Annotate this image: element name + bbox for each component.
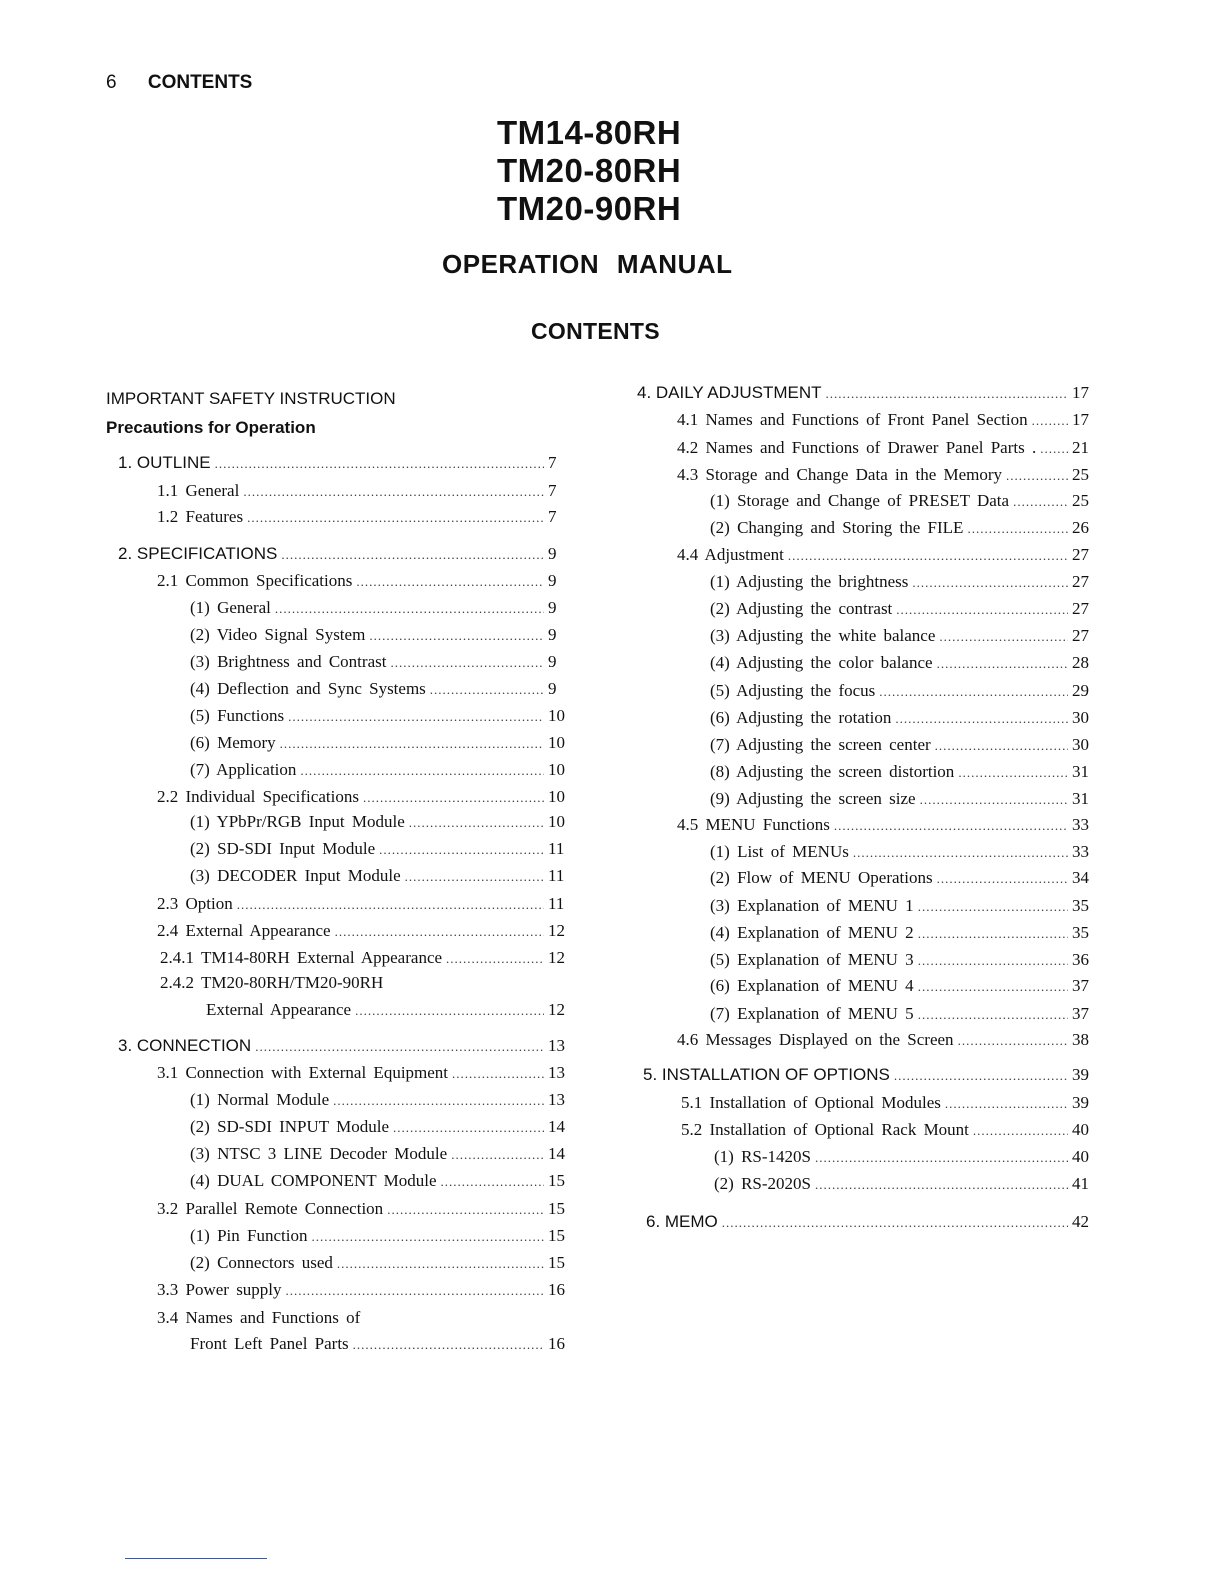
toc-entry[interactable] — [190, 679, 572, 699]
toc-entry-title: (1) Pin Function — [190, 1226, 308, 1245]
toc-entry-title: (8) Adjusting the screen distortion — [710, 762, 955, 781]
toc-entry-title: 4.2 Names and Functions of Drawer Panel Parts . — [677, 438, 1037, 457]
dot-leader — [815, 1150, 1068, 1166]
toc-entry-title: (5) Functions — [190, 706, 285, 725]
toc-entry[interactable] — [677, 1030, 1096, 1050]
toc-entry-title: (5) Explanation of MENU 3 — [710, 950, 914, 969]
toc-entry[interactable] — [710, 842, 1096, 862]
toc-entry-title: 2.4.1 TM14-80RH External Appearance — [160, 948, 443, 967]
dot-leader — [918, 979, 1068, 995]
toc-entry-title: 1.1 General — [157, 481, 240, 500]
dot-leader — [973, 1123, 1068, 1139]
toc-entry[interactable] — [157, 1199, 572, 1219]
header-label: CONTENTS — [147, 72, 253, 93]
safety-instruction-heading: IMPORTANT SAFETY INSTRUCTION — [106, 389, 396, 408]
dot-leader — [390, 655, 544, 671]
toc-entry-title: (6) Explanation of MENU 4 — [710, 976, 914, 995]
toc-entry-page: 41 — [1072, 1174, 1089, 1193]
toc-entry[interactable] — [190, 839, 572, 859]
toc-entry[interactable] — [157, 1308, 572, 1328]
dot-leader — [353, 1337, 544, 1353]
toc-entry-title: Front Left Panel Parts — [190, 1334, 349, 1353]
toc-entry[interactable] — [190, 760, 572, 780]
dot-leader — [939, 629, 1068, 645]
toc-entry-page: 9 — [548, 652, 557, 671]
toc-entry[interactable] — [190, 598, 572, 618]
dot-leader — [393, 1120, 544, 1136]
toc-entry[interactable] — [157, 571, 572, 591]
dot-leader — [1032, 413, 1068, 429]
toc-entry[interactable] — [710, 896, 1096, 916]
toc-entry-page: 13 — [548, 1063, 565, 1082]
toc-entry[interactable] — [677, 545, 1096, 565]
toc-entry[interactable] — [157, 507, 572, 527]
toc-entry[interactable] — [710, 762, 1096, 782]
toc-entry-page: 37 — [1072, 1004, 1089, 1023]
toc-entry[interactable] — [190, 812, 572, 832]
toc-entry-page: 33 — [1072, 842, 1089, 861]
dot-leader — [286, 1283, 544, 1299]
dot-leader — [451, 1147, 544, 1163]
toc-entry-title: 2.2 Individual Specifications — [157, 787, 359, 806]
toc-entry-title: (1) RS-1420S — [714, 1147, 811, 1166]
toc-entry[interactable] — [157, 787, 572, 807]
toc-entry-page: 15 — [548, 1226, 565, 1245]
toc-entry-page: 35 — [1072, 896, 1089, 915]
toc-entry-page: 34 — [1072, 868, 1089, 887]
dot-leader — [441, 1174, 544, 1190]
toc-entry[interactable] — [157, 481, 572, 501]
model-titles — [497, 114, 681, 228]
model-title: TM20-80RH — [497, 152, 682, 189]
toc-entry-page: 15 — [548, 1253, 565, 1272]
toc-entry-title: (4) Deflection and Sync Systems — [190, 679, 426, 698]
toc-entry-title: External Appearance — [206, 1000, 352, 1019]
toc-entry-page: 39 — [1072, 1065, 1089, 1084]
toc-entry-page: 25 — [1072, 465, 1089, 484]
toc-entry-title: 4.5 MENU Functions — [677, 815, 830, 834]
dot-leader — [826, 386, 1068, 402]
toc-entry[interactable] — [157, 894, 572, 914]
toc-entry[interactable] — [190, 652, 572, 672]
toc-entry-page: 27 — [1072, 599, 1089, 618]
toc-entry[interactable] — [710, 976, 1096, 996]
toc-entry-title: 4.6 Messages Displayed on the Screen — [677, 1030, 954, 1049]
dot-leader — [275, 601, 544, 617]
toc-entry-title: (2) Changing and Storing the FILE — [710, 518, 964, 537]
dot-leader — [918, 899, 1068, 915]
toc-entry-page: 36 — [1072, 950, 1089, 969]
toc-entry-title: (4) Adjusting the color balance — [710, 653, 933, 672]
toc-entry-page: 40 — [1072, 1147, 1089, 1166]
toc-entry-page: 27 — [1072, 572, 1089, 591]
toc-entry-page: 27 — [1072, 545, 1089, 564]
dot-leader — [879, 684, 1068, 700]
toc-entry[interactable] — [118, 1036, 572, 1056]
toc-entry-title: (4) Explanation of MENU 2 — [710, 923, 914, 942]
dot-leader — [405, 869, 544, 885]
toc-entry-title: (2) Video Signal System — [190, 625, 366, 644]
toc-entry-title: 5.2 Installation of Optional Rack Mount — [681, 1120, 969, 1139]
toc-entry-title: (1) YPbPr/RGB Input Module — [190, 812, 405, 831]
dot-leader — [967, 521, 1068, 537]
toc-entry-title: (2) Connectors used — [190, 1253, 333, 1272]
toc-entry[interactable] — [710, 923, 1096, 943]
toc-entry-page: 42 — [1072, 1212, 1089, 1231]
toc-entry[interactable] — [681, 1120, 1096, 1140]
toc-entry-page: 33 — [1072, 815, 1089, 834]
toc-entry[interactable] — [710, 789, 1096, 809]
toc-entry-page: 9 — [548, 571, 557, 590]
toc-entry[interactable] — [190, 866, 572, 886]
dot-leader — [237, 897, 544, 913]
toc-entry-page: 9 — [548, 625, 557, 644]
dot-leader — [788, 548, 1068, 564]
toc-entry-title: (1) List of MENUs — [710, 842, 849, 861]
model-title: TM14-80RH — [497, 114, 682, 151]
dot-leader — [1040, 441, 1068, 457]
dot-leader — [255, 1039, 544, 1055]
toc-entry-page: 31 — [1072, 762, 1089, 781]
toc-entry[interactable] — [118, 544, 572, 564]
toc-entry-page: 31 — [1072, 789, 1089, 808]
toc-entry-title: (3) DECODER Input Module — [190, 866, 401, 885]
toc-entry-page: 38 — [1072, 1030, 1089, 1049]
toc-entry-page: 15 — [548, 1199, 565, 1218]
toc-entry-title: 1. OUTLINE — [118, 453, 211, 472]
toc-entry-page: 14 — [548, 1117, 565, 1136]
toc-entry-page: 21 — [1072, 438, 1089, 457]
toc-entry-page: 25 — [1072, 491, 1089, 510]
toc-entry[interactable] — [710, 599, 1096, 619]
toc-entry[interactable] — [160, 973, 572, 993]
toc-entry-page: 17 — [1072, 410, 1089, 429]
dot-leader — [288, 709, 544, 725]
dot-leader — [300, 763, 544, 779]
dot-leader — [215, 456, 544, 472]
dot-leader — [387, 1202, 544, 1218]
toc-entry[interactable] — [710, 653, 1096, 673]
toc-entry-page: 13 — [548, 1090, 565, 1109]
dot-leader — [945, 1096, 1068, 1112]
page-header — [106, 72, 252, 94]
toc-entry[interactable] — [710, 1004, 1096, 1024]
toc-entry-title: (2) RS-2020S — [714, 1174, 811, 1193]
toc-entry[interactable] — [637, 383, 1096, 403]
toc-entry[interactable] — [190, 1090, 572, 1110]
dot-leader — [935, 738, 1068, 754]
toc-entry-title: (3) NTSC 3 LINE Decoder Module — [190, 1144, 448, 1163]
model-title: TM20-90RH — [497, 190, 682, 227]
toc-entry-page: 12 — [548, 921, 565, 940]
toc-entry[interactable] — [190, 1171, 572, 1191]
toc-entry-page: 35 — [1072, 923, 1089, 942]
toc-entry-page: 14 — [548, 1144, 565, 1163]
dot-leader — [896, 602, 1068, 618]
toc-entry-title: 3.1 Connection with External Equipment — [157, 1063, 449, 1082]
toc-entry-page: 39 — [1072, 1093, 1089, 1112]
toc-entry-page: 40 — [1072, 1120, 1089, 1139]
dot-leader — [918, 1007, 1068, 1023]
toc-entry-title: (7) Application — [190, 760, 297, 779]
dot-leader — [1013, 494, 1068, 510]
toc-entry[interactable] — [157, 1063, 572, 1083]
toc-entry-title: 3.3 Power supply — [157, 1280, 282, 1299]
toc-entry-page: 10 — [548, 787, 565, 806]
toc-entry-title: (9) Adjusting the screen size — [710, 789, 916, 808]
toc-entry[interactable] — [714, 1147, 1096, 1167]
toc-entry[interactable] — [710, 708, 1096, 728]
toc-entry-page: 11 — [548, 839, 565, 858]
dot-leader — [918, 926, 1068, 942]
dot-leader — [356, 574, 544, 590]
toc-entry-page: 11 — [548, 866, 565, 885]
toc-entry[interactable] — [710, 572, 1096, 592]
toc-entry[interactable] — [677, 815, 1096, 835]
toc-entry[interactable] — [206, 1000, 572, 1020]
toc-entry-title: 2. SPECIFICATIONS — [118, 544, 278, 563]
dot-leader — [446, 951, 544, 967]
toc-entry[interactable] — [157, 1280, 572, 1300]
dot-leader — [281, 547, 544, 563]
dot-leader — [430, 682, 544, 698]
toc-entry[interactable] — [677, 410, 1096, 430]
toc-entry[interactable] — [710, 518, 1096, 538]
toc-entry[interactable] — [190, 1144, 572, 1164]
toc-entry-title: (2) Adjusting the contrast — [710, 599, 893, 618]
toc-entry[interactable] — [710, 950, 1096, 970]
toc-entry-page: 13 — [548, 1036, 565, 1055]
toc-entry[interactable] — [118, 453, 572, 473]
dot-leader — [379, 842, 544, 858]
toc-entry-title: (7) Explanation of MENU 5 — [710, 1004, 914, 1023]
toc-entry-title: (4) DUAL COMPONENT Module — [190, 1171, 437, 1190]
toc-entry-page: 16 — [548, 1280, 565, 1299]
toc-entry-page: 9 — [548, 679, 557, 698]
toc-entry[interactable] — [681, 1093, 1096, 1113]
toc-entry-title: (2) Flow of MENU Operations — [710, 868, 933, 887]
toc-entry[interactable] — [190, 1226, 572, 1246]
dot-leader — [409, 815, 544, 831]
toc-entry-title: (3) Adjusting the white balance — [710, 626, 936, 645]
toc-entry-title: 3. CONNECTION — [118, 1036, 252, 1055]
toc-entry[interactable] — [190, 1334, 572, 1354]
toc-entry[interactable] — [714, 1174, 1096, 1194]
toc-entry-title: (1) Adjusting the brightness — [710, 572, 909, 591]
dot-leader — [958, 765, 1068, 781]
toc-entry-title: 3.4 Names and Functions of — [157, 1308, 361, 1327]
dot-leader — [247, 510, 544, 526]
toc-entry[interactable] — [190, 625, 572, 645]
toc-entry-page: 29 — [1072, 681, 1089, 700]
toc-entry-page: 37 — [1072, 976, 1089, 995]
toc-entry-title: (1) General — [190, 598, 271, 617]
toc-entry-page: 10 — [548, 760, 565, 779]
toc-entry-title: (1) Storage and Change of PRESET Data — [710, 491, 1010, 510]
toc-entry-page: 10 — [548, 733, 565, 752]
dot-leader — [920, 792, 1068, 808]
toc-entry-title: (5) Adjusting the focus — [710, 681, 876, 700]
dot-leader — [912, 575, 1068, 591]
dot-leader — [894, 1068, 1068, 1084]
dot-leader — [335, 924, 544, 940]
manual-subtitle: OPERATION MANUAL — [442, 249, 733, 279]
dot-leader — [853, 845, 1068, 861]
toc-entry-page: 12 — [548, 948, 565, 967]
toc-entry-page: 10 — [548, 706, 565, 725]
toc-entry[interactable] — [190, 706, 572, 726]
dot-leader — [311, 1229, 544, 1245]
precautions-heading: Precautions for Operation — [106, 418, 316, 437]
toc-entry-title: (2) SD-SDI INPUT Module — [190, 1117, 389, 1136]
toc-entry-title: 5. INSTALLATION OF OPTIONS — [643, 1065, 890, 1084]
toc-entry-page: 17 — [1072, 383, 1089, 402]
toc-entry[interactable] — [710, 868, 1096, 888]
toc-entry-page: 30 — [1072, 708, 1089, 727]
toc-entry[interactable] — [710, 626, 1096, 646]
dot-leader — [355, 1003, 544, 1019]
toc-entry-page: 30 — [1072, 735, 1089, 754]
toc-entry[interactable] — [677, 438, 1096, 458]
toc-entry-title: (7) Adjusting the screen center — [710, 735, 931, 754]
toc-entry[interactable] — [677, 465, 1096, 485]
toc-entry-page: 7 — [548, 481, 557, 500]
toc-entry-title: 2.4.2 TM20-80RH/TM20-90RH — [160, 973, 384, 992]
toc-entry-page: 28 — [1072, 653, 1089, 672]
toc-entry-title: (3) Explanation of MENU 1 — [710, 896, 914, 915]
toc-entry[interactable] — [190, 1117, 572, 1137]
toc-entry-title: 4.4 Adjustment — [677, 545, 784, 564]
toc-entry-title: (3) Brightness and Contrast — [190, 652, 387, 671]
toc-entry[interactable] — [190, 1253, 572, 1273]
dot-leader — [337, 1256, 544, 1272]
toc-entry-title: 4. DAILY ADJUSTMENT — [637, 383, 822, 402]
toc-entry[interactable] — [646, 1212, 1096, 1232]
toc-entry-page: 11 — [548, 894, 565, 913]
footer-rule — [125, 1558, 267, 1559]
dot-leader — [280, 736, 544, 752]
toc-entry[interactable] — [157, 921, 572, 941]
toc-entry[interactable] — [643, 1065, 1096, 1085]
contents-heading: CONTENTS — [531, 318, 660, 344]
toc-entry-title: 3.2 Parallel Remote Connection — [157, 1199, 384, 1218]
toc-entry-title: (2) SD-SDI Input Module — [190, 839, 376, 858]
toc-entry[interactable] — [190, 733, 572, 753]
dot-leader — [333, 1093, 544, 1109]
toc-entry-title: 6. MEMO — [646, 1212, 718, 1231]
toc-entry-title: 5.1 Installation of Optional Modules — [681, 1093, 941, 1112]
toc-entry-title: 4.1 Names and Functions of Front Panel Section — [677, 410, 1028, 429]
toc-entry-title: 2.4 External Appearance — [157, 921, 331, 940]
dot-leader — [834, 818, 1068, 834]
toc-entry[interactable] — [710, 491, 1096, 511]
toc-entry[interactable] — [160, 948, 572, 968]
page-number: 6 — [106, 72, 117, 93]
toc-entry-page: 9 — [548, 598, 557, 617]
toc-entry-page: 15 — [548, 1171, 565, 1190]
toc-entry-page: 7 — [548, 453, 557, 472]
dot-leader — [815, 1177, 1068, 1193]
toc-entry-title: (6) Memory — [190, 733, 276, 752]
toc-entry-page: 12 — [548, 1000, 565, 1019]
toc-entry-title: 4.3 Storage and Change Data in the Memory — [677, 465, 1003, 484]
toc-entry-page: 10 — [548, 812, 565, 831]
dot-leader — [452, 1066, 544, 1082]
toc-entry[interactable] — [710, 735, 1096, 755]
dot-leader — [958, 1033, 1068, 1049]
toc-entry-page: 16 — [548, 1334, 565, 1353]
toc-entry-title: 1.2 Features — [157, 507, 244, 526]
toc-entry-title: 2.1 Common Specifications — [157, 571, 353, 590]
toc-entry-title: (1) Normal Module — [190, 1090, 330, 1109]
toc-entry-title: (6) Adjusting the rotation — [710, 708, 892, 727]
toc-entry-page: 27 — [1072, 626, 1089, 645]
dot-leader — [918, 953, 1068, 969]
toc-entry[interactable] — [710, 681, 1096, 701]
toc-entry-page: 26 — [1072, 518, 1089, 537]
dot-leader — [369, 628, 544, 644]
dot-leader — [1006, 468, 1068, 484]
dot-leader — [243, 484, 544, 500]
toc-entry-page: 7 — [548, 507, 557, 526]
dot-leader — [895, 711, 1068, 727]
toc-entry-page: 9 — [548, 544, 557, 563]
toc-entry-title: 2.3 Option — [157, 894, 233, 913]
dot-leader — [722, 1215, 1068, 1231]
dot-leader — [363, 790, 544, 806]
dot-leader — [937, 656, 1068, 672]
dot-leader — [937, 871, 1068, 887]
